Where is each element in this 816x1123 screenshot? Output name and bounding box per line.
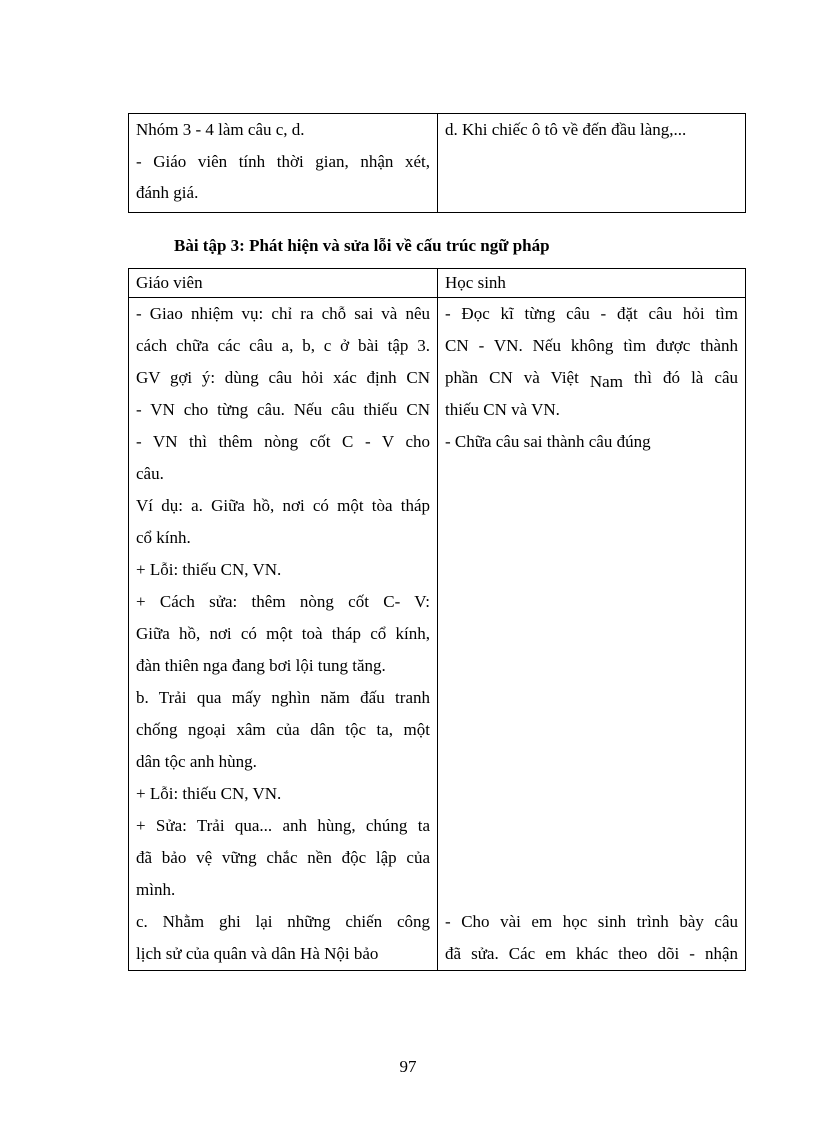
text-line: thiếu CN và VN. (445, 400, 560, 419)
text-line: đàn thiên nga đang bơi lội tung tăng. (136, 656, 386, 675)
text-line: câu. (136, 464, 164, 483)
text-line: + Sửa: Trải qua... anh hùng, chúng ta (136, 816, 430, 835)
text-line: cổ kính. (136, 528, 191, 547)
student-cell-top (438, 114, 746, 213)
text-line: + Lỗi: thiếu CN, VN. (136, 784, 282, 803)
text-line: đánh giá. (136, 183, 199, 202)
teacher-cell (129, 298, 438, 971)
text-line: - Đọc kĩ từng câu - đặt câu hỏi tìm (445, 304, 738, 323)
activity-table-top (128, 113, 746, 213)
text-line: - Cho vài em học sinh trình bày câu (445, 912, 738, 931)
teacher-cell-top (129, 114, 438, 213)
text-line: lịch sử của quân và dân Hà Nội bảo (136, 944, 379, 963)
column-header-student: Học sinh (438, 269, 746, 298)
text-line: - Giáo viên tính thời gian, nhận xét, (136, 151, 430, 171)
text-line: - Giao nhiệm vụ: chỉ ra chỗ sai và nêu (136, 304, 430, 323)
column-header-teacher: Giáo viên (129, 269, 438, 298)
student-cell (438, 298, 746, 971)
text-line: + Lỗi: thiếu CN, VN. (136, 560, 282, 579)
page-number: 97 (399, 1057, 417, 1076)
exercise-table (128, 268, 746, 971)
blank-space (445, 458, 738, 906)
text-line: - VN thì thêm nòng cốt C - V cho (136, 432, 430, 451)
text-line: dân tộc anh hùng. (136, 752, 257, 771)
text-line: Giữa hồ, nơi có một toà tháp cổ kính, (136, 624, 430, 643)
text-fragment-lowered: Nam (589, 372, 623, 391)
text-fragment: phần CN và Việt (445, 368, 579, 387)
text-line: CN - VN. Nếu không tìm được thành (445, 336, 738, 355)
text-line: c. Nhằm ghi lại những chiến công (136, 912, 430, 931)
text-line: + Cách sửa: thêm nòng cốt C- V: (136, 592, 430, 611)
text-line: chống ngoại xâm của dân tộc ta, một (136, 720, 430, 739)
text-line: GV gợi ý: dùng câu hỏi xác định CN (136, 368, 430, 387)
exercise-heading: Bài tập 3: Phát hiện và sửa lỗi về cấu trúc ngữ pháp (174, 236, 550, 255)
text-line: Ví dụ: a. Giữa hồ, nơi có một tòa tháp (136, 496, 430, 515)
text-line: Nhóm 3 - 4 làm câu c, d. (136, 120, 305, 139)
text-line: b. Trải qua mấy nghìn năm đấu tranh (136, 688, 430, 707)
text-line: đã bảo vệ vững chắc nền độc lập của (136, 848, 430, 867)
text-line: d. Khi chiếc ô tô về đến đầu làng,... (445, 120, 687, 139)
text-line (445, 362, 738, 394)
text-line: - VN cho từng câu. Nếu câu thiếu CN (136, 400, 430, 419)
text-line: đã sửa. Các em khác theo dõi - nhận (445, 944, 738, 963)
text-line: - Chữa câu sai thành câu đúng (445, 432, 651, 451)
text-line: mình. (136, 880, 176, 899)
text-line: cách chữa các câu a, b, c ở bài tập 3. (136, 336, 430, 355)
text-fragment: thì đó là câu (634, 368, 739, 387)
